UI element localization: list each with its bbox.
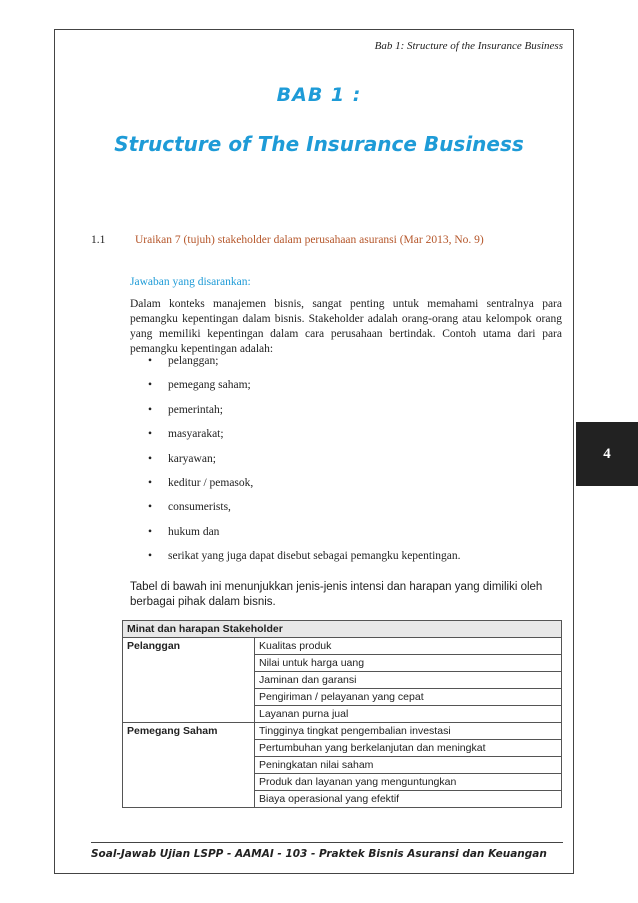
list-item-text: consumerists, bbox=[168, 501, 231, 514]
table-cell: Peningkatan nilai saham bbox=[255, 757, 562, 774]
list-item-text: pemegang saham; bbox=[168, 379, 251, 392]
chapter-title: Structure of The Insurance Business bbox=[114, 132, 524, 156]
table-row bbox=[123, 638, 562, 655]
table-cell: Pengiriman / pelayanan yang cepat bbox=[255, 689, 562, 706]
stakeholder-list bbox=[148, 355, 461, 575]
answer-paragraph: Dalam konteks manajemen bisnis, sangat penting untuk memahami sentralnya para pemangku kepentingan dalam bisnis. Stakeholder adalah orang-orang atau kelompok orang yang memiliki kepentingan dalam cara perusahaan bertindak. Contoh utama dari para pemangku kepentingan adalah: bbox=[130, 298, 562, 355]
answer-label: Jawaban yang disarankan: bbox=[130, 276, 251, 288]
table-cell: Pertumbuhan yang berkelanjutan dan meningkat bbox=[255, 740, 562, 757]
chapter-side-tab: 4 bbox=[576, 422, 638, 486]
list-item bbox=[148, 526, 461, 550]
list-item-text: pemerintah; bbox=[168, 403, 223, 416]
running-head: Bab 1: Structure of the Insurance Business bbox=[374, 40, 563, 52]
list-item bbox=[148, 477, 461, 501]
list-item-text: pelanggan; bbox=[168, 355, 219, 367]
list-item bbox=[148, 355, 461, 379]
table-cell: Jaminan dan garansi bbox=[255, 672, 562, 689]
group-name: Pemegang Saham bbox=[123, 723, 255, 808]
question-number: 1.1 bbox=[91, 234, 106, 246]
list-item bbox=[148, 379, 461, 403]
list-item bbox=[148, 501, 461, 525]
list-item bbox=[148, 404, 461, 428]
bullet-icon: • bbox=[148, 525, 153, 538]
list-item bbox=[148, 550, 461, 574]
bullet-icon: • bbox=[148, 476, 153, 489]
table-header-row bbox=[123, 621, 562, 638]
bullet-icon: • bbox=[148, 403, 153, 416]
bullet-icon: • bbox=[148, 452, 153, 465]
chapter-label: BAB 1 : bbox=[276, 84, 362, 106]
table-cell: Biaya operasional yang efektif bbox=[255, 791, 562, 808]
list-item-text: keditur / pemasok, bbox=[168, 476, 254, 489]
table-header: Minat dan harapan Stakeholder bbox=[123, 621, 562, 638]
list-item-text: karyawan; bbox=[168, 452, 216, 465]
list-item-text: serikat yang juga dapat disebut sebagai pemangku kepentingan. bbox=[168, 550, 461, 563]
table-intro-paragraph: Tabel di bawah ini menunjukkan jenis-jenis intensi dan harapan yang dimiliki oleh berbagai pihak dalam bisnis. bbox=[130, 581, 543, 608]
bullet-icon: • bbox=[148, 501, 153, 514]
list-item-text: hukum dan bbox=[168, 525, 220, 538]
list-item-text: masyarakat; bbox=[168, 428, 224, 441]
list-item bbox=[148, 453, 461, 477]
footer-divider bbox=[91, 842, 563, 843]
bullet-icon: • bbox=[148, 550, 153, 563]
table-cell: Nilai untuk harga uang bbox=[255, 655, 562, 672]
bullet-icon: • bbox=[148, 428, 153, 441]
list-item bbox=[148, 428, 461, 452]
table-cell: Produk dan layanan yang menguntungkan bbox=[255, 774, 562, 791]
stakeholder-table bbox=[122, 620, 562, 808]
table-row bbox=[123, 723, 562, 740]
group-name: Pelanggan bbox=[123, 638, 255, 723]
footer-text: Soal-Jawab Ujian LSPP - AAMAI - 103 - Praktek Bisnis Asuransi dan Keuangan bbox=[91, 848, 547, 860]
bullet-icon: • bbox=[148, 379, 153, 392]
table-cell: Tingginya tingkat pengembalian investasi bbox=[255, 723, 562, 740]
table-cell: Kualitas produk bbox=[255, 638, 562, 655]
question-text: Uraikan 7 (tujuh) stakeholder dalam perusahaan asuransi (Mar 2013, No. 9) bbox=[135, 234, 484, 246]
table-cell: Layanan purna jual bbox=[255, 706, 562, 723]
bullet-icon: • bbox=[148, 355, 153, 367]
